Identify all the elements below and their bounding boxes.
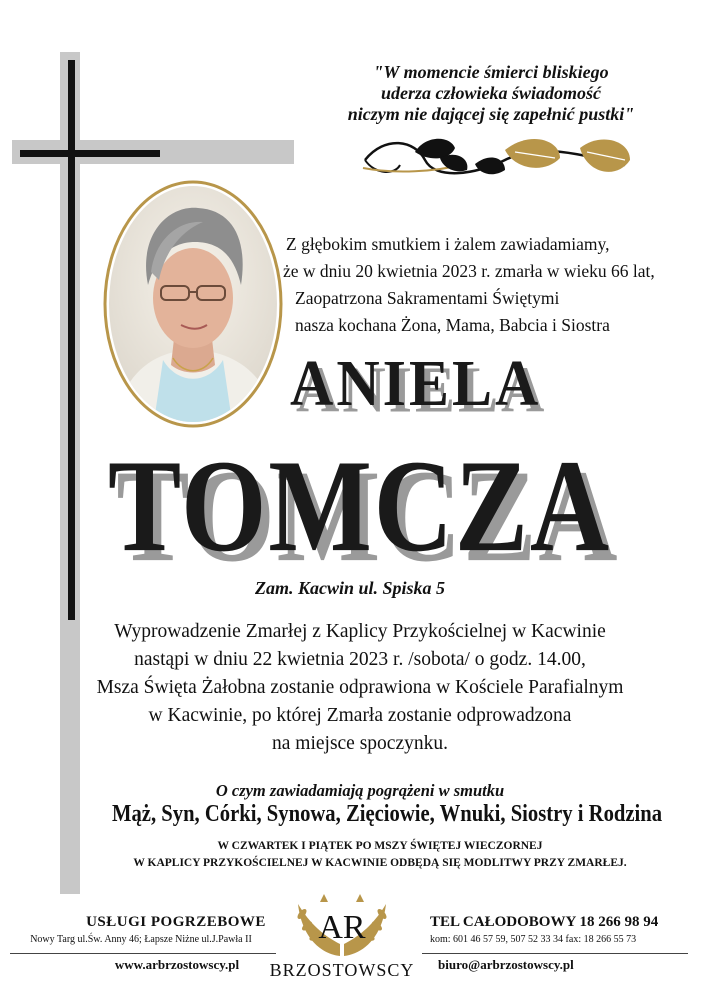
intro-line: Z głębokim smutkiem i żalem zawiadamiamy, — [286, 234, 610, 254]
logo-company-name: BRZOSTOWSCY — [269, 960, 415, 980]
funeral-line: na miejsce spoczynku. — [272, 733, 448, 754]
funeral-services-address: Nowy Targ ul.Św. Anny 46; Łapsze Niżne ul.J.Pawła II — [30, 934, 252, 945]
quote-line: "W momencie śmierci bliskiego — [373, 62, 609, 82]
deceased-first-name: ANIELA — [290, 346, 542, 420]
company-logo — [262, 884, 422, 982]
phone-numbers: kom: 601 46 57 59, 507 52 33 34 fax: 18 266 55 73 — [430, 934, 637, 945]
intro-line: nasza kochana Żona, Mama, Babcia i Siostra — [295, 315, 610, 335]
portrait-photo — [103, 180, 283, 428]
logo-letters: AR — [318, 909, 366, 946]
notice-line: W CZWARTEK I PIĄTEK PO MSZY ŚWIĘTEJ WIECZORNEJ — [217, 840, 543, 852]
footer-divider-left — [10, 953, 276, 954]
mourners-intro: O czym zawiadamiają pogrążeni w smutku — [215, 781, 505, 800]
funeral-line: w Kacwinie, po której Zmarła zostanie odprowadzona — [148, 705, 572, 726]
footer-divider-right — [422, 953, 688, 954]
intro-line: że w dniu 20 kwietnia 2023 r. zmarła w wieku 66 lat, — [283, 261, 655, 281]
website-link[interactable]: www.arbrzostowscy.pl — [114, 957, 240, 972]
quote-line: niczym nie dającej się zapełnić pustki" — [347, 104, 635, 124]
cross-horizontal-bar-right — [124, 150, 160, 157]
mourners-family: Mąż, Syn, Córki, Synowa, Zięciowie, Wnuki, Siostry i Rodzina — [112, 801, 663, 827]
prayer-notice — [60, 838, 700, 872]
funeral-info — [80, 618, 640, 758]
funeral-line: nastąpi w dniu 22 kwietnia 2023 r. /sobota/ o godz. 14.00, — [134, 649, 586, 670]
deceased-last-name: TOMCZA — [108, 432, 612, 580]
funeral-line: Wyprowadzenie Zmarłej z Kaplicy Przykościelnej w Kacwinie — [114, 621, 606, 642]
funeral-line: Msza Święta Żałobna zostanie odprawiona w Kościele Parafialnym — [96, 677, 624, 698]
email-link[interactable]: biuro@arbrzostowscy.pl — [438, 957, 574, 972]
quote — [316, 62, 666, 125]
cross-horizontal-bar — [20, 150, 124, 157]
intro-line: Zaopatrzona Sakramentami Świętymi — [295, 288, 560, 308]
phone-24h: TEL CAŁODOBOWY 18 266 98 94 — [430, 914, 659, 930]
quote-line: uderza człowieka świadomość — [380, 83, 601, 103]
notice-line: W KAPLICY PRZYKOŚCIELNEJ W KACWINIE ODBĘDĄ SIĘ MODLITWY PRZY ZMARŁEJ. — [133, 857, 627, 869]
intro-text — [283, 231, 696, 339]
funeral-services-title: USŁUGI POGRZEBOWE — [86, 914, 266, 930]
deceased-address: Zam. Kacwin ul. Spiska 5 — [254, 578, 446, 598]
cross-vertical-bar — [68, 60, 75, 620]
leaf-ornament-icon — [355, 130, 635, 190]
